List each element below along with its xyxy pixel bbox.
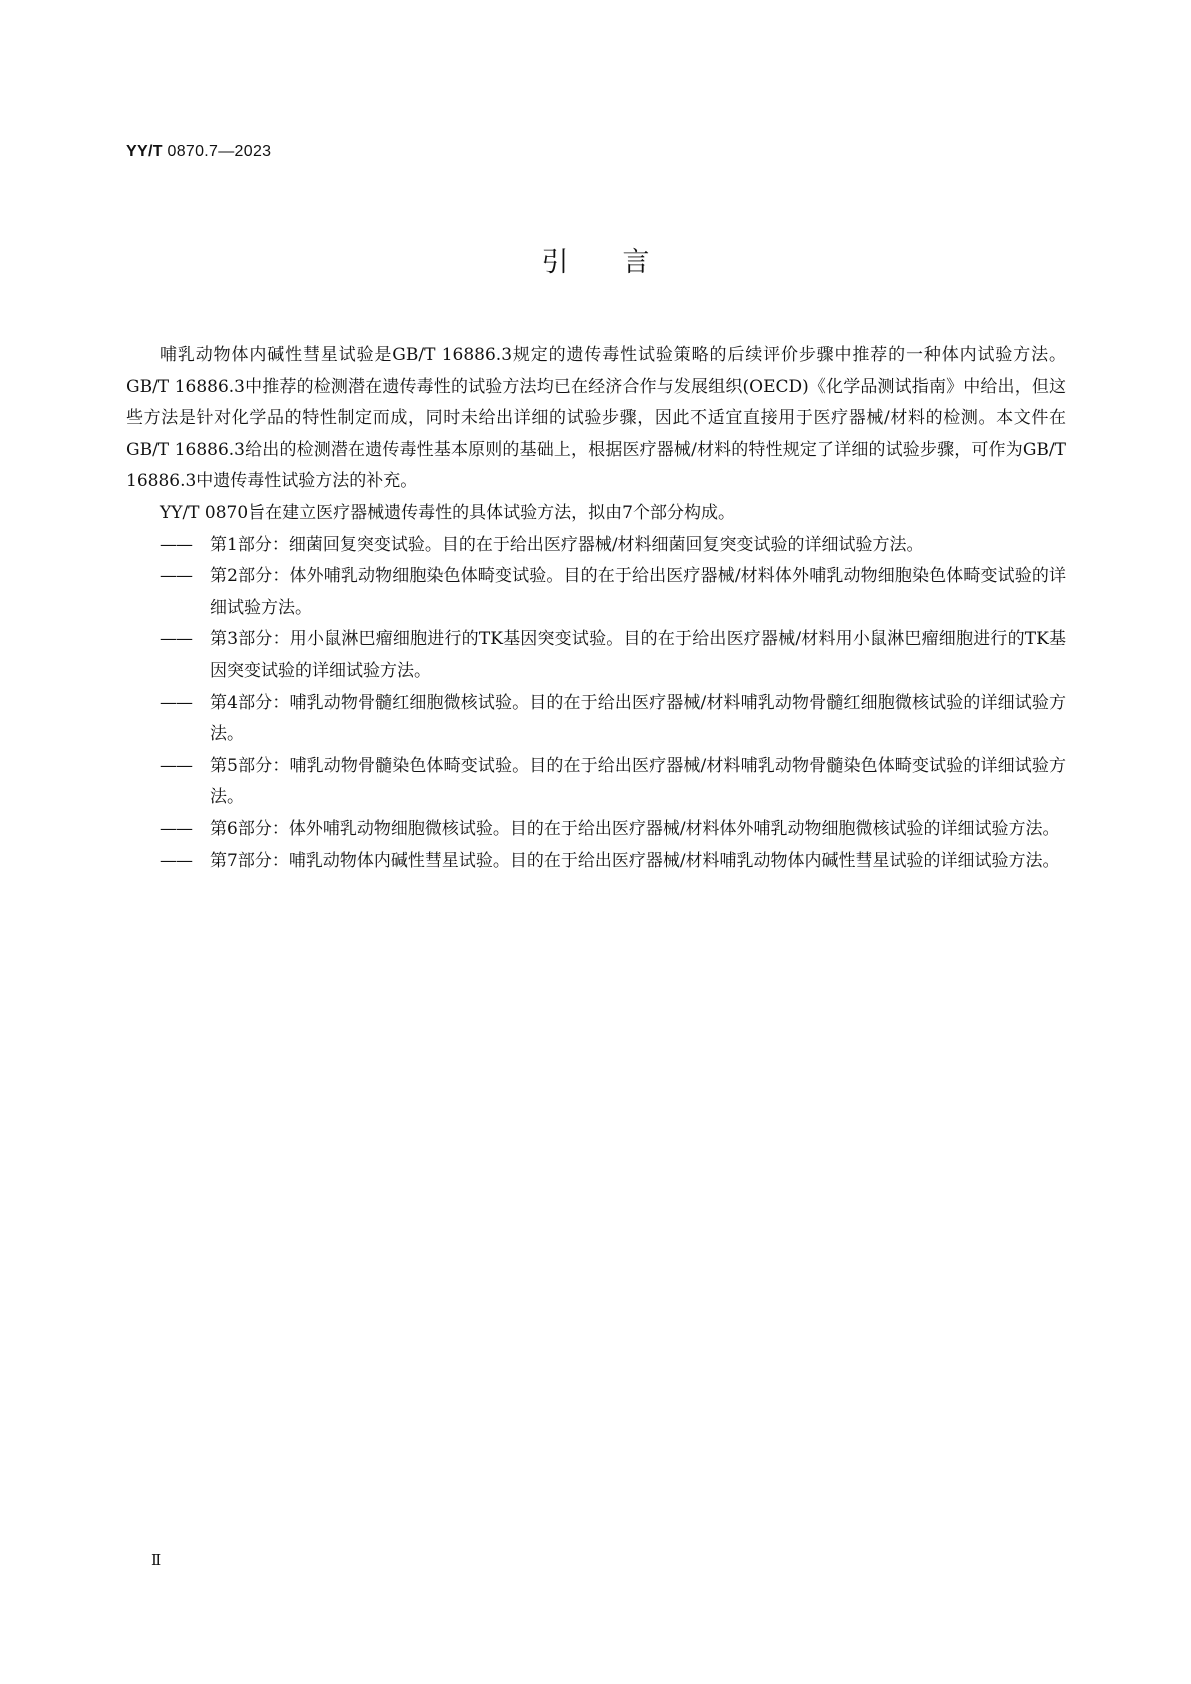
intro-paragraph: 哺乳动物体内碱性彗星试验是GB/T 16886.3规定的遗传毒性试验策略的后续评价步骤中推荐的一种体内试验方法。GB/T 16886.3中推荐的检测潜在遗传毒性的试验方法均已在经济合作与发展组织(OECD)《化学品测试指南》中给出，但这些方法是针对化学品的特性制定而成，同时未给出详细的试验步骤，因此不适宜直接用于医疗器械/材料的检测。本文件在GB/T 16886.3给出的检测潜在遗传毒性基本原则的基础上，根据医疗器械/材料的特性规定了详细的试验步骤，可作为GB/T 16886.3中遗传毒性试验方法的补充。 xyxy=(126,345,1066,492)
list-item xyxy=(126,688,1066,751)
list-item xyxy=(126,751,1066,814)
list-item-text: 第6部分：体外哺乳动物细胞微核试验。目的在于给出医疗器械/材料体外哺乳动物细胞微核试验的详细试验方法。 xyxy=(210,818,1060,839)
list-item-text: 第7部分：哺乳动物体内碱性彗星试验。目的在于给出医疗器械/材料哺乳动物体内碱性彗星试验的详细试验方法。 xyxy=(210,850,1060,871)
list-dash: —— xyxy=(160,566,192,587)
page-number: Ⅱ xyxy=(151,1551,162,1569)
standard-code xyxy=(126,143,271,161)
list-dash: —— xyxy=(160,629,192,650)
list-item xyxy=(126,561,1066,624)
list-item-text: 第2部分：体外哺乳动物细胞染色体畸变试验。目的在于给出医疗器械/材料体外哺乳动物细胞染色体畸变试验的详细试验方法。 xyxy=(210,566,1066,618)
list-item xyxy=(126,814,1066,846)
list-dash: —— xyxy=(160,692,192,713)
introduction-body xyxy=(126,340,1066,877)
list-item xyxy=(126,624,1066,687)
list-item xyxy=(126,846,1066,878)
list-dash: —— xyxy=(160,850,192,871)
list-item-text: 第4部分：哺乳动物骨髓红细胞微核试验。目的在于给出医疗器械/材料哺乳动物骨髓红细胞微核试验的详细试验方法。 xyxy=(210,692,1066,745)
list-dash: —— xyxy=(160,755,192,776)
parts-list xyxy=(126,530,1066,878)
list-dash: —— xyxy=(160,534,192,555)
page-title: 引言 xyxy=(541,247,704,278)
list-item-text: 第5部分：哺乳动物骨髓染色体畸变试验。目的在于给出医疗器械/材料哺乳动物骨髓染色体畸变试验的详细试验方法。 xyxy=(210,755,1066,808)
list-item-text: 第3部分：用小鼠淋巴瘤细胞进行的TK基因突变试验。目的在于给出医疗器械/材料用小鼠淋巴瘤细胞进行的TK基因突变试验的详细试验方法。 xyxy=(210,629,1066,681)
list-item xyxy=(126,530,1066,562)
list-item-text: 第1部分：细菌回复突变试验。目的在于给出医疗器械/材料细菌回复突变试验的详细试验方法。 xyxy=(210,534,924,555)
standard-code-prefix: YY/T xyxy=(126,143,163,160)
list-dash: —— xyxy=(160,818,192,839)
standard-code-number: 0870.7—2023 xyxy=(167,143,272,160)
series-paragraph: YY/T 0870旨在建立医疗器械遗传毒性的具体试验方法，拟由7个部分构成。 xyxy=(160,502,735,523)
